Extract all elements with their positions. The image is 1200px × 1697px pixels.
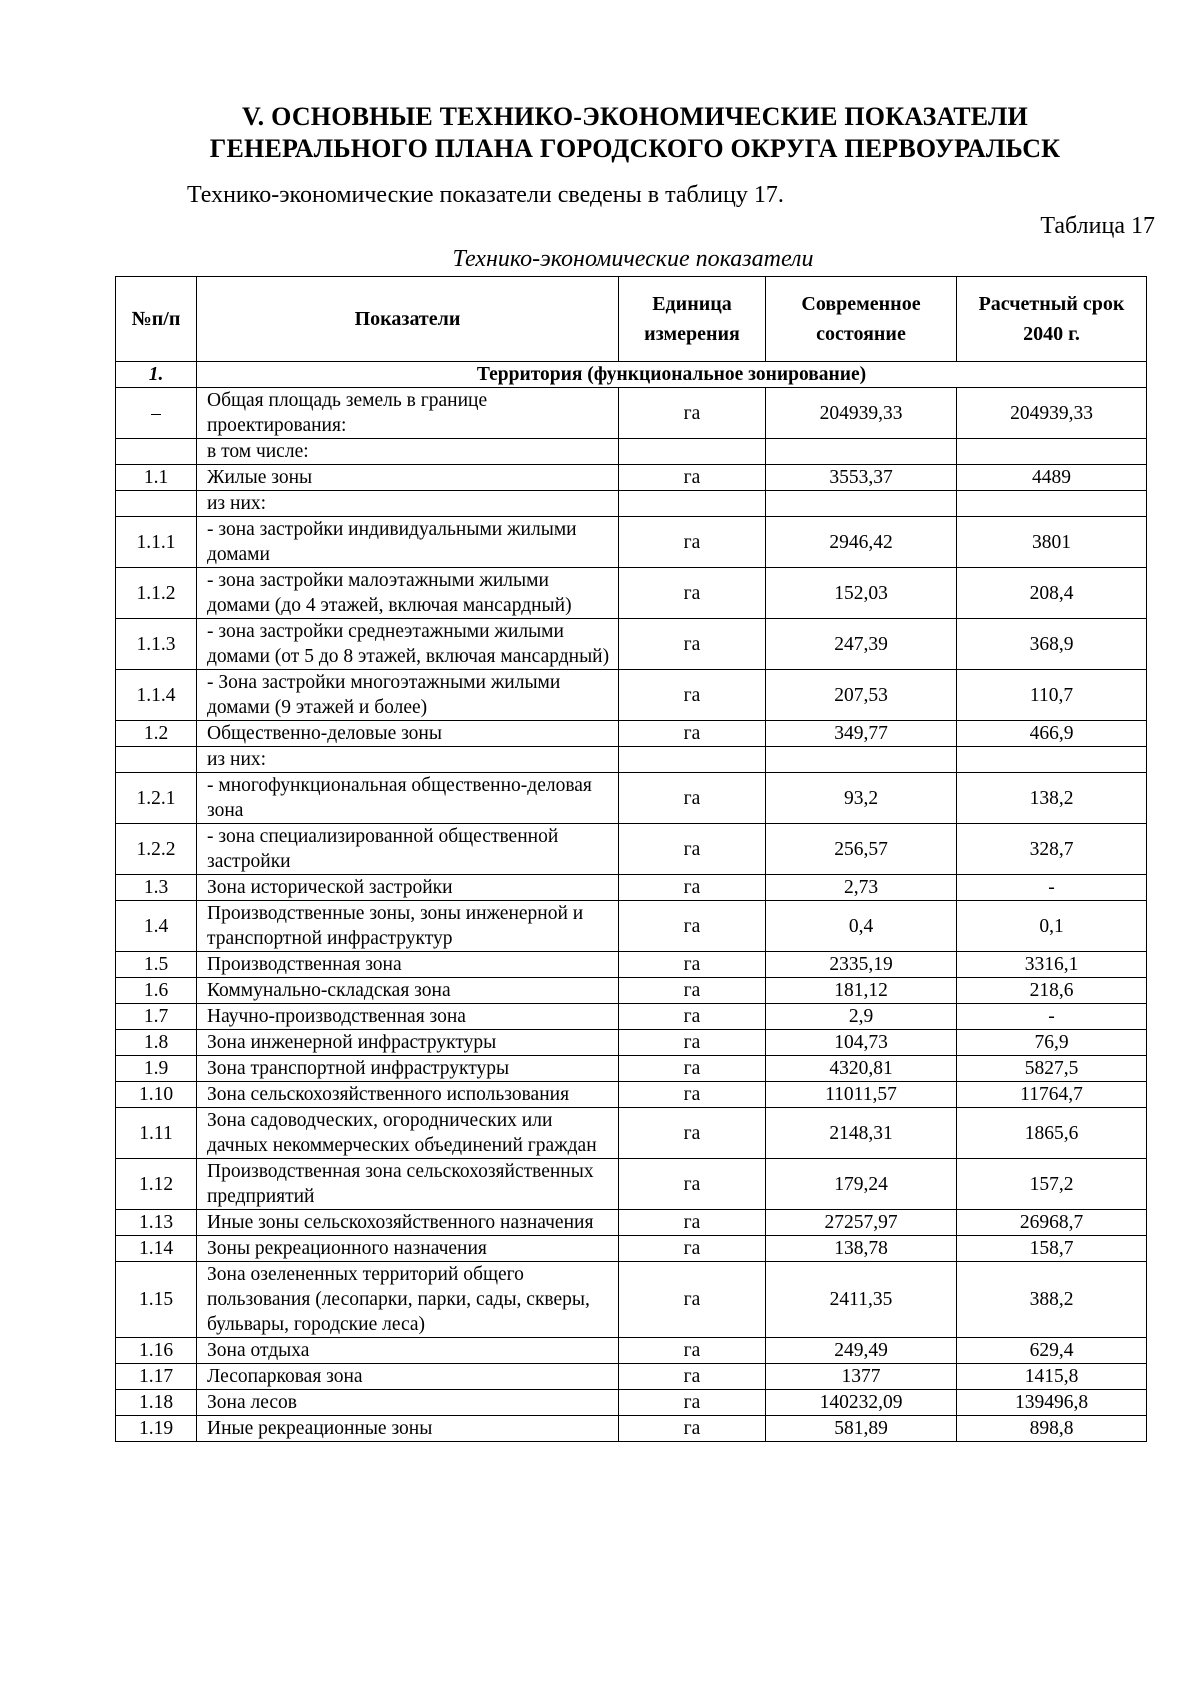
heading-line-2: ГЕНЕРАЛЬНОГО ПЛАНА ГОРОДСКОГО ОКРУГА ПЕРВОУРАЛЬСК	[209, 134, 1061, 163]
row-target: 158,7	[957, 1236, 1147, 1262]
row-target: 466,9	[957, 721, 1147, 747]
row-current: 2,73	[766, 875, 957, 901]
row-name: Зона садоводческих, огороднических или дачных некоммерческих объединений граждан	[197, 1108, 619, 1159]
row-num: 1.2.1	[116, 773, 197, 824]
row-current	[766, 747, 957, 773]
table-row	[116, 1390, 1147, 1416]
row-target: -	[957, 1004, 1147, 1030]
table-row	[116, 619, 1147, 670]
row-target: 1865,6	[957, 1108, 1147, 1159]
table-row	[116, 1364, 1147, 1390]
row-name: - зона специализированной общественной застройки	[197, 824, 619, 875]
row-current: 349,77	[766, 721, 957, 747]
row-unit: га	[619, 388, 766, 439]
table-row	[116, 1056, 1147, 1082]
row-num: 1.1.3	[116, 619, 197, 670]
table-number: Таблица 17	[1040, 213, 1155, 239]
table-row	[116, 1030, 1147, 1056]
header-unit: Единица измерения	[619, 277, 766, 362]
row-target: 3316,1	[957, 952, 1147, 978]
row-num: 1.7	[116, 1004, 197, 1030]
row-num	[116, 439, 197, 465]
row-current: 207,53	[766, 670, 957, 721]
row-unit: га	[619, 952, 766, 978]
row-unit	[619, 747, 766, 773]
header-current: Современное состояние	[766, 277, 957, 362]
row-current: 152,03	[766, 568, 957, 619]
row-target: 110,7	[957, 670, 1147, 721]
table-row	[116, 1416, 1147, 1442]
row-unit: га	[619, 1236, 766, 1262]
row-name: в том числе:	[197, 439, 619, 465]
table-row	[116, 517, 1147, 568]
row-target: -	[957, 875, 1147, 901]
row-name: - зона застройки индивидуальными жилыми домами	[197, 517, 619, 568]
row-name: Зона транспортной инфраструктуры	[197, 1056, 619, 1082]
row-name: - многофункциональная общественно-деловая зона	[197, 773, 619, 824]
row-unit: га	[619, 901, 766, 952]
row-unit: га	[619, 1030, 766, 1056]
row-unit: га	[619, 978, 766, 1004]
row-current: 3553,37	[766, 465, 957, 491]
row-num: 1.18	[116, 1390, 197, 1416]
heading-line-1: V. ОСНОВНЫЕ ТЕХНИКО-ЭКОНОМИЧЕСКИЕ ПОКАЗАТЕЛИ	[242, 102, 1028, 131]
table-row	[116, 1108, 1147, 1159]
row-name: Научно-производственная зона	[197, 1004, 619, 1030]
row-current: 247,39	[766, 619, 957, 670]
row-name: из них:	[197, 747, 619, 773]
row-unit: га	[619, 1159, 766, 1210]
row-unit: га	[619, 568, 766, 619]
table-row	[116, 952, 1147, 978]
row-num: 1.13	[116, 1210, 197, 1236]
row-current: 93,2	[766, 773, 957, 824]
row-target: 138,2	[957, 773, 1147, 824]
row-unit	[619, 439, 766, 465]
row-current: 140232,09	[766, 1390, 957, 1416]
row-num: 1.10	[116, 1082, 197, 1108]
row-name: Зоны рекреационного назначения	[197, 1236, 619, 1262]
row-target	[957, 439, 1147, 465]
row-unit: га	[619, 1262, 766, 1338]
row-num	[116, 747, 197, 773]
table-row	[116, 568, 1147, 619]
row-name: Зона отдыха	[197, 1338, 619, 1364]
row-current: 104,73	[766, 1030, 957, 1056]
row-name: - зона застройки малоэтажными жилыми домами (до 4 этажей, включая мансардный)	[197, 568, 619, 619]
row-num: 1.6	[116, 978, 197, 1004]
row-current: 0,4	[766, 901, 957, 952]
row-current: 2148,31	[766, 1108, 957, 1159]
table-row	[116, 747, 1147, 773]
row-name: Зона лесов	[197, 1390, 619, 1416]
row-target: 388,2	[957, 1262, 1147, 1338]
row-num: 1.4	[116, 901, 197, 952]
section-row	[116, 362, 1147, 388]
row-current: 204939,33	[766, 388, 957, 439]
row-num: 1.5	[116, 952, 197, 978]
row-num: 1.19	[116, 1416, 197, 1442]
row-num: 1.15	[116, 1262, 197, 1338]
row-target: 218,6	[957, 978, 1147, 1004]
row-unit: га	[619, 875, 766, 901]
row-name: Зона исторической застройки	[197, 875, 619, 901]
row-num: 1.16	[116, 1338, 197, 1364]
row-unit: га	[619, 1004, 766, 1030]
row-current: 181,12	[766, 978, 957, 1004]
row-unit: га	[619, 1338, 766, 1364]
table-row	[116, 1082, 1147, 1108]
row-target: 11764,7	[957, 1082, 1147, 1108]
row-target: 139496,8	[957, 1390, 1147, 1416]
row-target: 3801	[957, 517, 1147, 568]
row-current	[766, 491, 957, 517]
row-unit: га	[619, 465, 766, 491]
row-num: 1.1.1	[116, 517, 197, 568]
row-num: 1.2.2	[116, 824, 197, 875]
table-row	[116, 1159, 1147, 1210]
row-name: - зона застройки среднеэтажными жилыми домами (от 5 до 8 этажей, включая мансардный)	[197, 619, 619, 670]
row-unit: га	[619, 1390, 766, 1416]
table-row	[116, 824, 1147, 875]
row-name: Коммунально-складская зона	[197, 978, 619, 1004]
row-num: 1.1.4	[116, 670, 197, 721]
row-unit: га	[619, 824, 766, 875]
row-target: 328,7	[957, 824, 1147, 875]
table-header-row	[116, 277, 1147, 362]
row-target	[957, 747, 1147, 773]
table-row	[116, 1236, 1147, 1262]
header-num: №п/п	[116, 277, 197, 362]
row-current: 27257,97	[766, 1210, 957, 1236]
row-name: Общая площадь земель в границе проектирования:	[197, 388, 619, 439]
row-name: Производственная зона	[197, 952, 619, 978]
row-name: Производственные зоны, зоны инженерной и транспортной инфраструктур	[197, 901, 619, 952]
row-num: 1.9	[116, 1056, 197, 1082]
table-row	[116, 1004, 1147, 1030]
row-unit: га	[619, 721, 766, 747]
row-target: 204939,33	[957, 388, 1147, 439]
table-row	[116, 670, 1147, 721]
row-current: 138,78	[766, 1236, 957, 1262]
row-unit: га	[619, 1056, 766, 1082]
table-row	[116, 773, 1147, 824]
row-unit: га	[619, 619, 766, 670]
table-row	[116, 388, 1147, 439]
table-caption: Технико-экономические показатели	[452, 246, 814, 272]
row-num: 1.3	[116, 875, 197, 901]
section-num: 1.	[116, 362, 197, 388]
row-target: 208,4	[957, 568, 1147, 619]
row-unit: га	[619, 517, 766, 568]
row-name: Производственная зона сельскохозяйственных предприятий	[197, 1159, 619, 1210]
row-unit: га	[619, 1082, 766, 1108]
row-target: 5827,5	[957, 1056, 1147, 1082]
table-row	[116, 491, 1147, 517]
row-name: Зона инженерной инфраструктуры	[197, 1030, 619, 1056]
table-row	[116, 1262, 1147, 1338]
row-num: 1.11	[116, 1108, 197, 1159]
row-num: –	[116, 388, 197, 439]
row-target: 898,8	[957, 1416, 1147, 1442]
intro-paragraph: Технико-экономические показатели сведены в таблицу 17.	[187, 182, 784, 208]
table-row	[116, 875, 1147, 901]
row-name: Зона озелененных территорий общего пользования (лесопарки, парки, сады, скверы, бульвары, городские леса)	[197, 1262, 619, 1338]
row-current: 2,9	[766, 1004, 957, 1030]
row-num	[116, 491, 197, 517]
row-target: 4489	[957, 465, 1147, 491]
row-target: 1415,8	[957, 1364, 1147, 1390]
indicators-table	[115, 276, 1147, 1442]
table-row	[116, 901, 1147, 952]
row-target: 368,9	[957, 619, 1147, 670]
row-current: 11011,57	[766, 1082, 957, 1108]
row-name: Жилые зоны	[197, 465, 619, 491]
row-num: 1.14	[116, 1236, 197, 1262]
row-target: 76,9	[957, 1030, 1147, 1056]
row-current: 2411,35	[766, 1262, 957, 1338]
table-row	[116, 978, 1147, 1004]
row-target: 629,4	[957, 1338, 1147, 1364]
row-current: 581,89	[766, 1416, 957, 1442]
row-num: 1.17	[116, 1364, 197, 1390]
table-row	[116, 721, 1147, 747]
row-name: Иные зоны сельскохозяйственного назначения	[197, 1210, 619, 1236]
row-current: 4320,81	[766, 1056, 957, 1082]
row-unit: га	[619, 1108, 766, 1159]
row-name: Зона сельскохозяйственного использования	[197, 1082, 619, 1108]
row-current: 2335,19	[766, 952, 957, 978]
row-num: 1.12	[116, 1159, 197, 1210]
section-title: Территория (функциональное зонирование)	[197, 362, 1147, 388]
row-name: - Зона застройки многоэтажными жилыми домами (9 этажей и более)	[197, 670, 619, 721]
row-current: 179,24	[766, 1159, 957, 1210]
row-current	[766, 439, 957, 465]
row-current: 2946,42	[766, 517, 957, 568]
header-indicator: Показатели	[197, 277, 619, 362]
row-unit: га	[619, 1416, 766, 1442]
row-current: 256,57	[766, 824, 957, 875]
header-target: Расчетный срок 2040 г.	[957, 277, 1147, 362]
row-name: Лесопарковая зона	[197, 1364, 619, 1390]
row-target: 26968,7	[957, 1210, 1147, 1236]
row-num: 1.8	[116, 1030, 197, 1056]
table-row	[116, 1210, 1147, 1236]
row-name: Общественно-деловые зоны	[197, 721, 619, 747]
row-target: 0,1	[957, 901, 1147, 952]
table-row	[116, 439, 1147, 465]
row-num: 1.1.2	[116, 568, 197, 619]
table-row	[116, 465, 1147, 491]
row-target	[957, 491, 1147, 517]
row-current: 249,49	[766, 1338, 957, 1364]
row-name: Иные рекреационные зоны	[197, 1416, 619, 1442]
row-unit: га	[619, 670, 766, 721]
table-row	[116, 1338, 1147, 1364]
row-name: из них:	[197, 491, 619, 517]
row-current: 1377	[766, 1364, 957, 1390]
row-num: 1.1	[116, 465, 197, 491]
row-unit: га	[619, 773, 766, 824]
row-unit	[619, 491, 766, 517]
row-target: 157,2	[957, 1159, 1147, 1210]
row-unit: га	[619, 1210, 766, 1236]
row-unit: га	[619, 1364, 766, 1390]
row-num: 1.2	[116, 721, 197, 747]
